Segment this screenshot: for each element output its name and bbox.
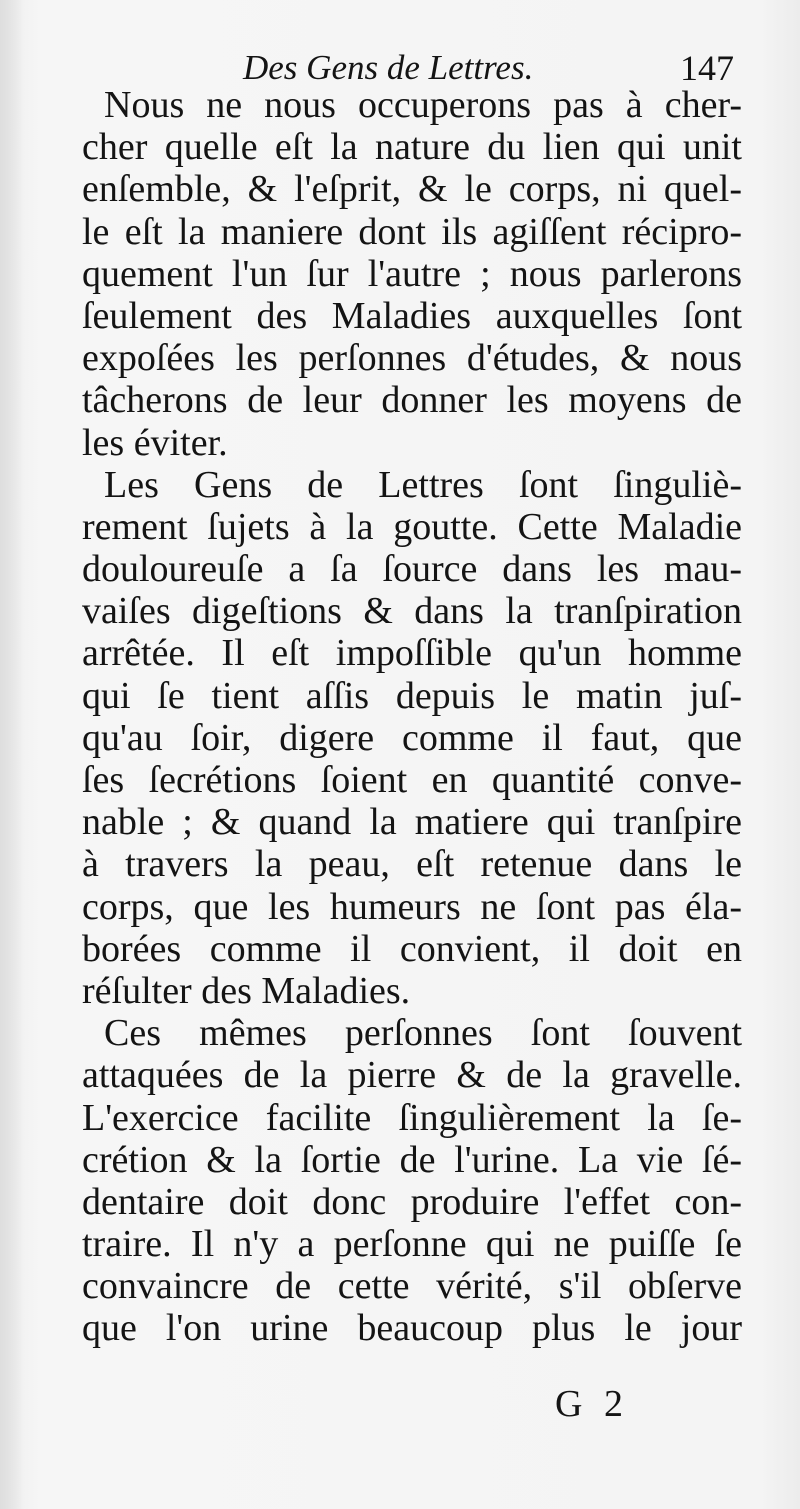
text-line: expoſées les perſonnes d'études, & nous	[82, 337, 742, 380]
paragraph-1	[82, 84, 742, 464]
text-line: crétion & la ſortie de l'urine. La vie ſé-	[82, 1138, 742, 1181]
text-line: rement ſujets à la goutte. Cette Maladie	[82, 505, 742, 548]
text-line: ſes ſecrétions ſoient en quantité conve-	[82, 759, 742, 801]
text-line: douloureuſe a ſa ſource dans les mau-	[82, 548, 742, 591]
text-line: vaiſes digeſtions & dans la tranſpiration	[82, 590, 742, 633]
text-line: les éviter.	[82, 421, 228, 464]
text-line: corps, que les humeurs ne ſont pas éla-	[82, 885, 742, 928]
signature-mark: G 2	[555, 1383, 629, 1425]
text-line: quement l'un ſur l'autre ; nous parlerons	[82, 252, 742, 295]
text-line: L'exercice facilite ſingulièrement la ſe-	[82, 1096, 742, 1139]
body-text	[82, 84, 742, 1350]
paragraph-2	[82, 464, 742, 1012]
text-line: tâcherons de leur donner les moyens de	[82, 379, 742, 422]
text-line: Ces mêmes perſonnes ſont ſouvent	[104, 1012, 742, 1055]
paragraph-3	[82, 1012, 742, 1350]
text-line: que l'on urine beaucoup plus le jour	[82, 1307, 742, 1350]
text-line: Les Gens de Lettres ſont ſinguliè-	[104, 463, 742, 506]
text-line: qu'au ſoir, digere comme il faut, que	[82, 716, 742, 759]
text-line: Nous ne nous occuperons pas à cher-	[104, 84, 742, 126]
text-line: arrêtée. Il eſt impoſſible qu'un homme	[82, 632, 742, 675]
text-line: attaquées de la pierre & de la gravelle.	[82, 1054, 742, 1097]
text-line: réſulter des Maladies.	[82, 969, 411, 1012]
text-line: cher quelle eſt la nature du lien qui unit	[82, 126, 742, 169]
text-line: borées comme il convient, il doit en	[82, 927, 742, 970]
page-number: 147	[680, 48, 734, 88]
text-line: nable ; & quand la matiere qui tranſpire	[82, 801, 742, 844]
text-line: à travers la peau, eſt retenue dans le	[82, 843, 742, 886]
text-line: le eſt la maniere dont ils agiſſent récipro-	[82, 210, 742, 253]
running-title: Des Gens de Lettres.	[243, 48, 534, 87]
text-line: enſemble, & l'eſprit, & le corps, ni quel-	[82, 168, 742, 211]
text-line: convaincre de cette vérité, s'il obſerve	[82, 1265, 742, 1308]
text-line: dentaire doit donc produire l'effet con-	[82, 1180, 742, 1223]
text-line: qui ſe tient aſſis depuis le matin juſ-	[82, 674, 742, 717]
text-line: ſeulement des Maladies auxquelles ſont	[82, 294, 742, 337]
text-line: traire. Il n'y a perſonne qui ne puiſſe ſe	[82, 1223, 742, 1266]
